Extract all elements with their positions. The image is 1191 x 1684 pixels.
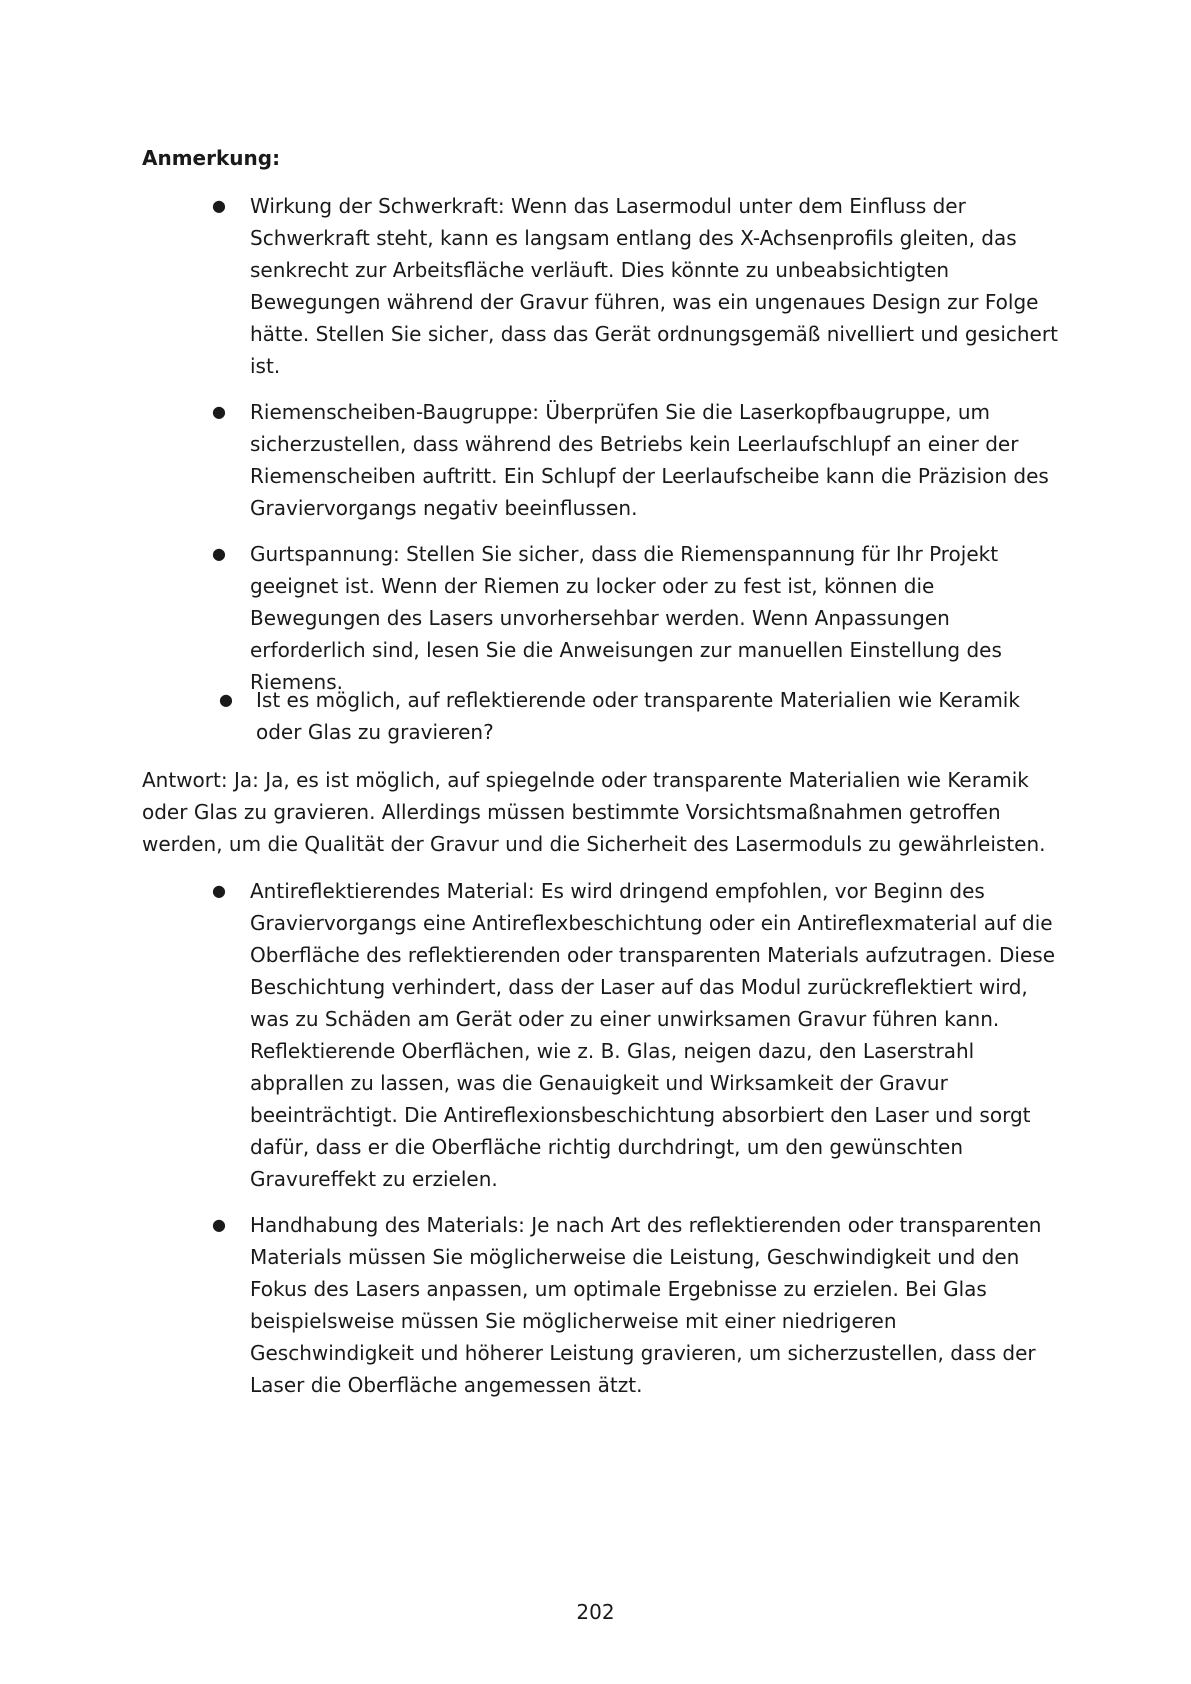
faq-question-text: Ist es möglich, auf reflektierende oder transparente Materialien wie Keramik oder Glas zu gravieren? xyxy=(256,688,1020,744)
bullet-icon: ● xyxy=(212,196,226,215)
list-item-text: Gurtspannung: Stellen Sie sicher, dass die Riemenspannung für Ihr Projekt geeignet ist. Wenn der Riemen zu locker oder zu fest ist, können die Bewegungen des Lasers unvorhersehbar werden. Wenn Anpassungen erforderlich sind, lesen Sie die Anweisungen zur manuellen Einstellung des Riemens. xyxy=(250,542,1002,694)
list-item xyxy=(0,1209,1060,1401)
faq-question xyxy=(0,684,1062,748)
page-number: 202 xyxy=(576,1600,615,1624)
list-item-text: Riemenscheiben-Baugruppe: Überprüfen Sie die Laserkopfbaugruppe, um sicherzustellen, dass während des Betriebs kein Leerlaufschlupf an einer der Riemenscheiben auftritt. Ein Schlupf der Leerlaufscheibe kann die Präzision des Graviervorgangs negativ beeinflussen. xyxy=(250,400,1049,520)
faq-details-list xyxy=(0,875,1191,1415)
faq-question-list xyxy=(0,684,1191,762)
bullet-icon: ● xyxy=(212,1215,226,1234)
list-item xyxy=(0,396,1060,524)
bullet-icon: ● xyxy=(212,402,226,421)
list-item-text: Antireflektierendes Material: Es wird dringend empfohlen, vor Beginn des Graviervorgangs eine Antireflexbeschichtung oder ein Antireflexmaterial auf die Oberfläche des reflektierenden oder transparenten Materials aufzutragen. Diese Beschichtung verhindert, dass der Laser auf das Modul zurückreflektiert wird, was zu Schäden am Gerät oder zu einer unwirksamen Gravur führen kann. Reflektierende Oberflächen, wie z. B. Glas, neigen dazu, den Laserstrahl abprallen zu lassen, was die Genauigkeit und Wirksamkeit der Gravur beeinträchtigt. Die Antireflexionsbeschichtung absorbiert den Laser und sorgt dafür, dass er die Oberfläche richtig durchdringt, um den gewünschten Gravureffekt zu erzielen. xyxy=(250,879,1055,1191)
faq-answer: Antwort: Ja: Ja, es ist möglich, auf spiegelnde oder transparente Materialien wie Keramik oder Glas zu gravieren. Allerdings müssen bestimmte Vorsichtsmaßnahmen getroffen werden, um die Qualität der Gravur und die Sicherheit des Lasermoduls zu gewährleisten. xyxy=(142,768,1046,856)
list-item-text: Handhabung des Materials: Je nach Art des reflektierenden oder transparenten Materials müssen Sie möglicherweise die Leistung, Geschwindigkeit und den Fokus des Lasers anpassen, um optimale Ergebnisse zu erzielen. Bei Glas beispielsweise müssen Sie möglicherweise mit einer niedrigeren Geschwindigkeit und höherer Leistung gravieren, um sicherzustellen, dass der Laser die Oberfläche angemessen ätzt. xyxy=(250,1213,1042,1397)
list-item xyxy=(0,538,1060,698)
note-list xyxy=(0,190,1191,712)
list-item xyxy=(0,190,1060,382)
list-item xyxy=(0,875,1060,1195)
bullet-icon: ● xyxy=(219,690,233,709)
bullet-icon: ● xyxy=(212,544,226,563)
note-heading: Anmerkung: xyxy=(142,146,281,170)
list-item-text: Wirkung der Schwerkraft: Wenn das Lasermodul unter dem Einfluss der Schwerkraft steht, kann es langsam entlang des X-Achsenprofils gleiten, das senkrecht zur Arbeitsfläche verläuft. Dies könnte zu unbeabsichtigten Bewegungen während der Gravur führen, was ein ungenaues Design zur Folge hätte. Stellen Sie sicher, dass das Gerät ordnungsgemäß nivelliert und gesichert ist. xyxy=(250,194,1058,378)
bullet-icon: ● xyxy=(212,881,226,900)
